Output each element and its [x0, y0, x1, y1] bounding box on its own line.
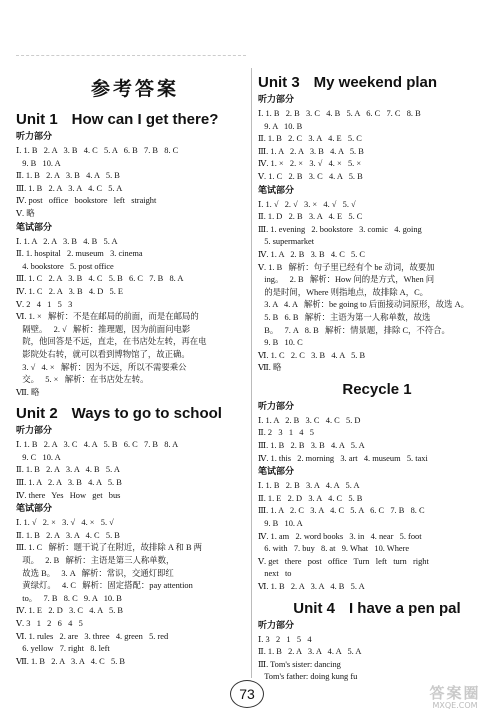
answer-line: 影院处右转，就可以看到博物馆了，故正确。 — [16, 349, 190, 359]
answer-line: Ⅳ. 1. E 2. D 3. C 4. A 5. B — [16, 606, 124, 616]
answer-line: ing。 2. B 解析：How 问的是方式，When 问 — [258, 275, 435, 285]
unit3-writing-answers — [258, 199, 496, 375]
unit1-name: How can I get there? — [71, 111, 219, 128]
unit2-listening-title: 听力部分 — [16, 426, 53, 437]
unit2-title — [16, 405, 254, 422]
unit2-listening-answers — [16, 439, 254, 502]
answer-line: Ⅵ. 1. rules 2. are 3. three 4. green 5. red — [16, 631, 169, 641]
answer-line: Ⅴ. 2 4 1 5 3 — [16, 299, 73, 309]
answer-line: Ⅲ. 1. A 2. A 3. B 4. A 5. B — [16, 478, 122, 488]
unit4-title — [258, 600, 496, 617]
left-column — [16, 70, 254, 668]
answer-line: 4. bookstore 5. post office — [16, 261, 114, 271]
unit4-name: I have a pen pal — [348, 599, 461, 617]
answer-line: 故选 B。 3. A 解析：常识，交通灯即红 — [16, 568, 174, 578]
answer-line: Ⅰ. 1. B 2. B 3. C 4. B 5. A 6. C 7. C 8. B — [258, 109, 421, 118]
page-number: 73 — [230, 680, 264, 708]
answer-line: Ⅶ. 略 — [16, 387, 40, 397]
unit1-listening-title: 听力部分 — [16, 132, 53, 142]
watermark-top: 答案圈 — [429, 684, 481, 702]
answer-line: Ⅱ. 1. E 2. D 3. A 4. C 5. B — [258, 493, 363, 503]
unit1-writing-title: 笔试部分 — [16, 222, 53, 233]
unit3-writing-title: 笔试部分 — [258, 185, 295, 196]
answer-line: Ⅶ. 略 — [258, 363, 282, 373]
unit4-listening-title: 听力部分 — [258, 620, 295, 631]
answer-line: to。 7. B 8. C 9. A 10. B — [16, 593, 122, 603]
answer-line: 9. B 10. C — [258, 338, 303, 348]
answer-line: Tom's father: doing kung fu — [258, 672, 358, 682]
answer-line: 9. A 10. B — [258, 121, 303, 131]
watermark-bottom: MXQE.COM — [432, 701, 478, 710]
answer-line: Ⅴ. 略 — [16, 208, 35, 218]
answer-line: Ⅱ. 2 3 1 4 5 — [258, 428, 314, 438]
answer-line: Ⅳ. 1. am 2. word books 3. in 4. near 5. foot — [258, 531, 422, 541]
decorative-rule — [16, 55, 246, 58]
answer-line: Ⅳ. there Yes How get bus — [16, 490, 121, 500]
answer-line: Ⅴ. get there post office Turn left turn right — [258, 556, 429, 566]
answer-line: Ⅳ. 1. C 2. A 3. B 4. D 5. E — [16, 286, 124, 296]
right-column — [258, 68, 496, 684]
answer-line: Ⅰ. 1. A 2. A 3. B 4. B 5. A — [16, 236, 118, 246]
answer-line: B。 7. A 8. B 解析：情景题，排除 C，不符合。 — [258, 325, 450, 335]
answer-line: next to — [258, 569, 292, 579]
answer-line: 的是时间，Where 则指地点，故排除 A，C。 — [258, 287, 429, 297]
answer-line: Ⅵ. 1. B 2. A 3. A 4. B 5. A — [258, 582, 365, 591]
answer-line: Ⅰ. 1. √ 2. × 3. √ 4. × 5. √ — [16, 518, 114, 528]
unit2-writing-title: 笔试部分 — [16, 504, 53, 515]
answer-line: 6. with 7. buy 8. at 9. What 10. Where — [258, 544, 410, 554]
answer-line: Ⅰ. 1. B 2. A 3. B 4. C 5. A 6. B 7. B 8. C — [16, 146, 179, 155]
unit2-name: Ways to go to school — [71, 405, 222, 423]
answer-line: Ⅲ. 1. B 2. B 3. B 4. A 5. A — [258, 441, 365, 451]
answer-line: Ⅱ. 1. D 2. B 3. A 4. E 5. C — [258, 212, 363, 222]
answer-line: 5. supermarket — [258, 237, 315, 247]
answer-line: Ⅰ. 3 2 1 5 4 — [258, 634, 312, 644]
answer-line: Ⅵ. 1. × 解析：不是在邮局的前面，而是在邮局的 — [16, 312, 199, 322]
unit3-label: Unit 3 — [258, 74, 300, 91]
unit3-listening-answers — [258, 108, 496, 184]
answer-line: Ⅲ. Tom's sister: dancing — [258, 659, 341, 669]
answer-line: 9. B 10. A — [258, 519, 303, 529]
unit3-listening-title: 听力部分 — [258, 95, 295, 105]
answer-line: Ⅲ. 1. B 2. A 3. A 4. C 5. A — [16, 183, 123, 193]
answer-line: Ⅱ. 1. B 2. A 3. A 4. B 5. A — [16, 465, 120, 475]
unit3-name: My weekend plan — [313, 74, 438, 91]
unit2-writing-answers — [16, 517, 254, 668]
recycle1-writing-answers — [258, 480, 496, 593]
answer-line: Ⅴ. 1. B 解析：句子里已经有个 be 动词，故要加 — [258, 262, 435, 272]
unit1-writing-answers — [16, 236, 254, 400]
answer-line: Ⅳ. 1. × 2. × 3. √ 4. × 5. × — [258, 159, 362, 169]
recycle1-writing-title: 笔试部分 — [258, 467, 295, 478]
unit1-title — [16, 111, 254, 128]
answer-line: 9. B 10. A — [16, 158, 61, 168]
answer-line: Ⅵ. 1. C 2. C 3. B 4. A 5. B — [258, 350, 366, 360]
answer-line: Ⅴ. 3 1 2 6 4 5 — [16, 619, 83, 628]
answer-line: Ⅰ. 1. B 2. B 3. A 4. A 5. A — [258, 481, 360, 491]
answer-line: Ⅲ. 1. A 2. C 3. A 4. C 5. A 6. C 7. B 8. C — [258, 506, 425, 516]
answer-line: 隔壁。 2. √ 解析：推理题，因为前面问电影 — [16, 324, 191, 334]
answer-line: 3. A 4. A 解析：be going to 后面接动词原形，故选 A。 — [258, 300, 470, 310]
unit4-listening-answers — [258, 634, 496, 684]
answer-line: Ⅱ. 1. B 2. C 3. A 4. E 5. C — [258, 134, 362, 144]
recycle1-listening-title: 听力部分 — [258, 401, 295, 412]
answer-line: 黄绿灯。 4. C 解析：固定搭配：pay attention — [16, 581, 193, 591]
answer-line: Ⅱ. 1. B 2. A 3. B 4. A 5. B — [16, 171, 120, 181]
answer-line: 9. C 10. A — [16, 452, 61, 462]
unit4-label: Unit 4 — [293, 599, 335, 617]
answer-line: 5. B 6. B 解析：主语为第一人称单数，故选 — [258, 312, 431, 322]
answer-line: Ⅳ. 1. A 2. B 3. B 4. C 5. C — [258, 249, 366, 259]
recycle1-listening-answers — [258, 415, 496, 465]
answer-line: 交。 5. × 解析：在书店处左转。 — [16, 375, 149, 385]
watermark-logo — [416, 686, 494, 712]
answer-line: 6. yellow 7. right 8. left — [16, 644, 110, 654]
unit1-label: Unit 1 — [16, 111, 58, 128]
answer-line: 院，他回答是不远，直走，在书店处左转，再在电 — [16, 337, 207, 347]
unit1-listening-answers — [16, 145, 254, 221]
answer-line: Ⅳ. 1. this 2. morning 3. art 4. museum 5. taxi — [258, 453, 428, 463]
answer-line: Ⅲ. 1. C 2. A 3. B 4. C 5. B 6. C 7. B 8. A — [16, 274, 184, 284]
unit2-label: Unit 2 — [16, 405, 58, 423]
answer-line: Ⅲ. 1. A 2. A 3. B 4. A 5. B — [258, 146, 364, 156]
recycle1-title: Recycle 1 — [342, 380, 412, 398]
answer-line: Ⅶ. 1. B 2. A 3. A 4. C 5. B — [16, 656, 125, 666]
answer-line: 项。 2. B 解析：主语是第三人称单数， — [16, 556, 175, 566]
answer-line: Ⅳ. post office bookstore left straight — [16, 196, 157, 206]
answer-line: Ⅰ. 1. √ 2. √ 3. × 4. √ 5. √ — [258, 199, 356, 209]
answer-line: Ⅰ. 1. A 2. B 3. C 4. C 5. D — [258, 415, 361, 425]
answer-line: Ⅱ. 1. B 2. A 3. A 4. A 5. A — [258, 647, 362, 657]
answer-line: Ⅲ. 1. evening 2. bookstore 3. comic 4. going — [258, 224, 422, 234]
answer-line: Ⅴ. 1. C 2. B 3. C 4. A 5. B — [258, 171, 363, 181]
unit3-title — [258, 74, 496, 91]
page-title: 参考答案 — [90, 78, 179, 100]
answer-line: Ⅲ. 1. C 解析：题干说了在附近，故排除 A 和 B 两 — [16, 543, 203, 553]
answer-line: 3. √ 4. × 解析：因为不远，所以不需要乘公 — [16, 362, 187, 372]
answer-line: Ⅱ. 1. B 2. A 3. A 4. C 5. B — [16, 530, 120, 540]
answer-line: Ⅰ. 1. B 2. A 3. C 4. A 5. B 6. C 7. B 8. A — [16, 440, 179, 450]
answer-line: Ⅱ. 1. hospital 2. museum 3. cinema — [16, 249, 143, 259]
